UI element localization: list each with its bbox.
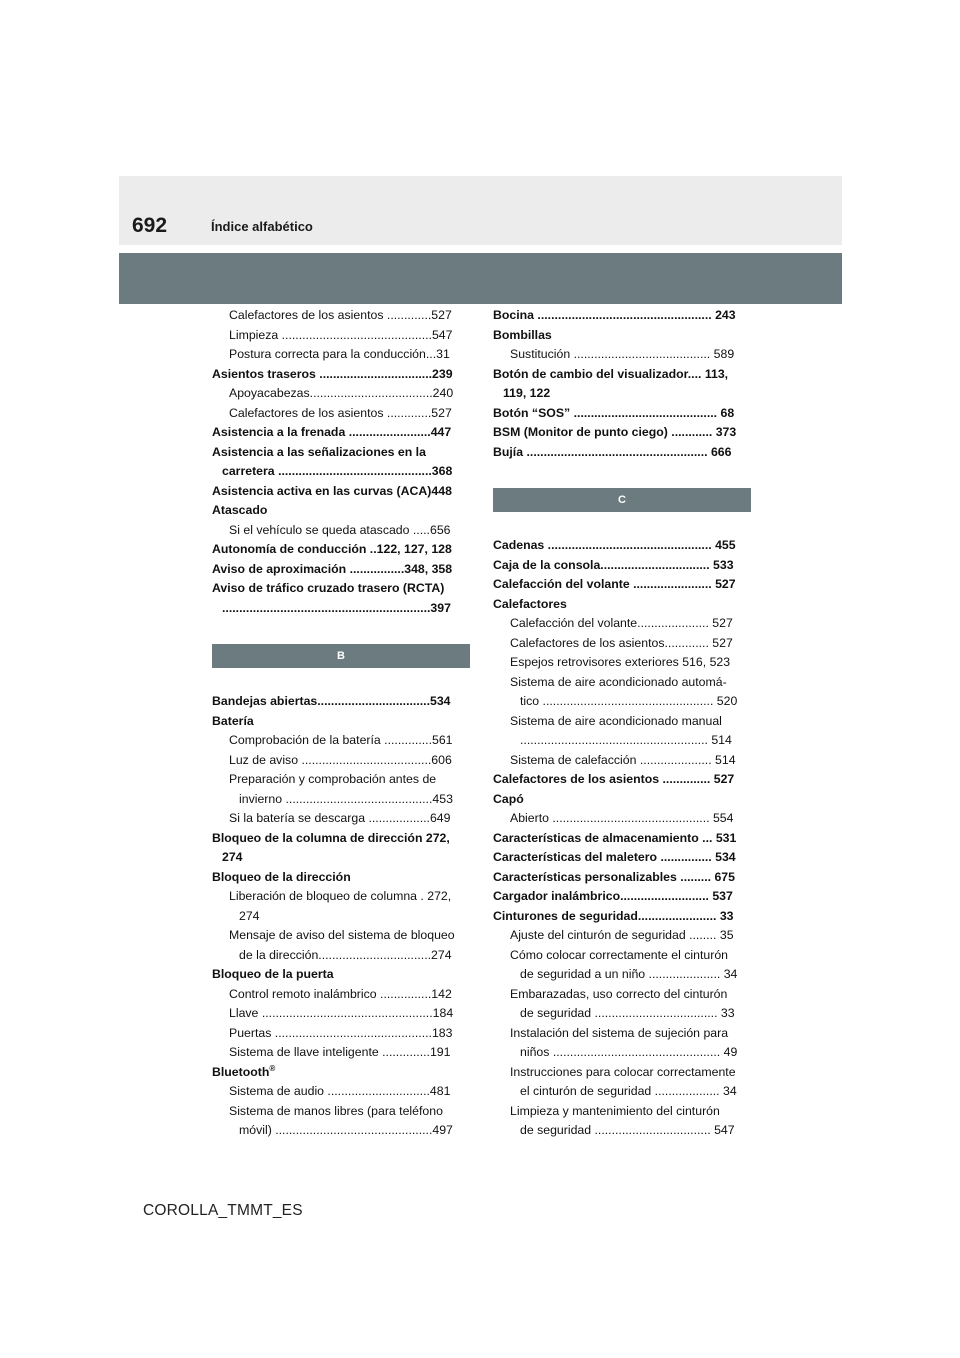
entry-text: de seguridad .................................... 33 <box>520 1006 735 1020</box>
entry-text: Bombillas <box>493 327 552 342</box>
entry-text: Sistema de manos libres (para teléfono <box>229 1103 443 1118</box>
entry-text: Liberación de bloqueo de columna . 272, <box>229 889 452 903</box>
page-number: 692 <box>132 214 168 237</box>
entry-text: BSM (Monitor de punto ciego) ............ 373 <box>493 425 737 439</box>
entry-text: Botón “SOS” .......................................... 68 <box>493 405 735 420</box>
entry-text: Asistencia a las señalizaciones en la <box>212 444 426 459</box>
entry-text: Ajuste del cinturón de seguridad ........ 35 <box>510 928 734 942</box>
index-subentry <box>212 731 470 751</box>
section-letter-band: B <box>212 644 470 668</box>
entry-text: Si la batería se descarga ..................649 <box>229 811 451 825</box>
index-entry <box>493 384 751 404</box>
registered-mark: ® <box>269 1063 276 1073</box>
index-entry <box>212 868 470 888</box>
entry-text: Asientos traseros .................................239 <box>212 366 453 381</box>
entry-text: tico .................................................. 520 <box>520 694 738 708</box>
entry-text: Abierto .............................................. 554 <box>510 811 734 825</box>
entry-text: Sistema de llave inteligente ..............191 <box>229 1045 451 1059</box>
entry-text: 119, 122 <box>503 386 551 400</box>
index-entry <box>212 423 470 443</box>
index-subentry <box>493 1121 751 1141</box>
index-entry <box>212 501 470 521</box>
entry-text: 274 <box>239 908 260 923</box>
index-entry <box>212 560 470 580</box>
index-entry <box>493 790 751 810</box>
index-entry <box>493 404 751 424</box>
index-subentry <box>212 1121 470 1141</box>
entry-text: Bloqueo de la dirección <box>212 869 351 884</box>
index-subentry <box>212 790 470 810</box>
index-entry <box>493 536 751 556</box>
index-entry <box>212 443 470 463</box>
index-subentry <box>212 1004 470 1024</box>
entry-text: Sistema de audio ..............................481 <box>229 1084 451 1098</box>
entry-text: Cómo colocar correctamente el cinturón <box>510 947 729 962</box>
entry-text: Embarazadas, uso correcto del cinturón <box>510 986 728 1001</box>
index-entry <box>212 599 470 619</box>
index-subentry <box>493 673 751 693</box>
entry-text: Botón de cambio del visualizador.... 113, <box>493 366 729 381</box>
index-subentry <box>493 614 751 634</box>
index-subentry <box>493 1063 751 1083</box>
index-entry <box>212 692 470 712</box>
index-subentry <box>212 926 470 946</box>
index-subentry <box>493 345 751 365</box>
entry-text: Cargador inalámbrico.......................... 537 <box>493 889 733 903</box>
index-entry <box>493 770 751 790</box>
index-subentry <box>493 1043 751 1063</box>
entry-text: Puertas ..............................................183 <box>229 1025 453 1040</box>
index-subentry <box>212 907 470 927</box>
index-subentry <box>493 985 751 1005</box>
entry-text: Luz de aviso ......................................606 <box>229 752 452 767</box>
index-subentry <box>212 345 470 365</box>
entry-text: de seguridad .................................. 547 <box>520 1123 735 1137</box>
index-subentry <box>493 946 751 966</box>
index-entry <box>493 829 751 849</box>
index-column-left <box>212 306 470 1141</box>
entry-text: ....................................................... 514 <box>520 733 732 747</box>
entry-text: Instrucciones para colocar correctamente <box>510 1064 736 1079</box>
entry-text: Calefacción del volante..................... 527 <box>510 616 733 630</box>
index-entry <box>212 462 470 482</box>
index-entry <box>493 443 751 463</box>
index-subentry <box>493 692 751 712</box>
entry-text: Cadenas ................................................ 455 <box>493 538 736 552</box>
entry-text: el cinturón de seguridad ................... 34 <box>520 1084 737 1098</box>
entry-text: Caja de la consola................................ 533 <box>493 557 734 572</box>
entry-text: Autonomía de conducción ..122, 127, 128 <box>212 542 452 556</box>
index-entry <box>493 868 751 888</box>
index-entry <box>493 848 751 868</box>
index-entry <box>212 540 470 560</box>
entry-text: móvil) ..............................................497 <box>239 1123 453 1137</box>
index-entry <box>212 365 470 385</box>
page-header <box>119 176 842 245</box>
entry-text: Apoyacabezas....................................240 <box>229 386 454 400</box>
index-subentry <box>493 1082 751 1102</box>
entry-text: de la dirección.................................274 <box>239 947 452 962</box>
entry-text: Calefactores <box>493 596 567 611</box>
index-subentry <box>212 1082 470 1102</box>
entry-text: Calefacción del volante ....................... 527 <box>493 577 736 591</box>
index-entry <box>493 326 751 346</box>
entry-text: Bujía ..................................................... 666 <box>493 444 732 459</box>
entry-text: Mensaje de aviso del sistema de bloqueo <box>229 928 455 942</box>
header-bar <box>119 253 842 304</box>
entry-text: Limpieza ............................................547 <box>229 327 453 342</box>
entry-text: 274 <box>222 850 243 864</box>
index-column-right <box>493 306 751 1141</box>
entry-text: Aviso de tráfico cruzado trasero (RCTA) <box>212 581 445 595</box>
index-subentry <box>212 1024 470 1044</box>
index-subentry <box>212 887 470 907</box>
index-entry <box>493 306 751 326</box>
index-subentry <box>212 751 470 771</box>
entry-text: Cinturones de seguridad....................... 33 <box>493 908 734 923</box>
index-entry <box>493 556 751 576</box>
entry-text: Atascado <box>212 503 268 517</box>
entry-text: Espejos retrovisores exteriores 516, 523 <box>510 655 731 669</box>
entry-text: carretera .............................................368 <box>222 464 453 478</box>
entry-text: Comprobación de la batería ..............561 <box>229 733 453 747</box>
entry-text: Asistencia activa en las curvas (ACA)448 <box>212 483 452 498</box>
entry-text: Preparación y comprobación antes de <box>229 772 437 786</box>
entry-text: invierno ...........................................453 <box>239 791 453 806</box>
entry-text: de seguridad a un niño ..................... 34 <box>520 967 738 981</box>
index-entry <box>212 482 470 502</box>
index-subentry <box>212 384 470 404</box>
entry-text: Llave ..................................................184 <box>229 1006 454 1020</box>
index-subentry <box>212 326 470 346</box>
index-subentry <box>493 809 751 829</box>
entry-text: Sistema de calefacción ..................... 514 <box>510 752 736 767</box>
entry-text: Aviso de aproximación ................348, 358 <box>212 561 453 576</box>
index-subentry <box>212 985 470 1005</box>
index-entry <box>212 829 470 849</box>
entry-text: Capó <box>493 791 524 806</box>
index-entry <box>493 365 751 385</box>
entry-text: Bocina ................................................... 243 <box>493 308 736 322</box>
entry-text: Asistencia a la frenada ........................447 <box>212 425 452 439</box>
index-entry <box>493 595 751 615</box>
entry-text: Control remoto inalámbrico ...............142 <box>229 986 452 1001</box>
entry-text: Sistema de aire acondicionado automá- <box>510 674 727 689</box>
index-entry <box>212 965 470 985</box>
entry-text: Calefactores de los asientos............. 527 <box>510 635 733 650</box>
entry-text: Calefactores de los asientos .............527 <box>229 405 452 420</box>
index-entry <box>493 887 751 907</box>
entry-text: Bloqueo de la puerta <box>212 967 334 981</box>
entry-text: Calefactores de los asientos .............527 <box>229 308 452 322</box>
entry-text: Si el vehículo se queda atascado .....656 <box>229 522 451 537</box>
entry-text: Sistema de aire acondicionado manual <box>510 713 722 728</box>
section-letter-band: C <box>493 488 751 512</box>
entry-text: Bandejas abiertas.................................534 <box>212 694 451 708</box>
index-entry <box>493 575 751 595</box>
index-entry <box>493 907 751 927</box>
index-entry <box>212 579 470 599</box>
entry-text: Bloqueo de la columna de dirección 272, <box>212 830 450 845</box>
index-subentry <box>493 1102 751 1122</box>
index-subentry <box>493 1024 751 1044</box>
document-code: COROLLA_TMMT_ES <box>143 1202 303 1219</box>
entry-text: .............................................................397 <box>222 600 451 615</box>
entry-text: Bluetooth® <box>212 1063 276 1079</box>
section-title: Índice alfabético <box>211 219 313 234</box>
index-entry <box>212 712 470 732</box>
index-subentry <box>493 751 751 771</box>
entry-text: Limpieza y mantenimiento del cinturón <box>510 1103 720 1118</box>
entry-text: Calefactores de los asientos .............. 527 <box>493 772 735 786</box>
entry-text: Características personalizables ......... 675 <box>493 869 735 884</box>
index-subentry <box>212 809 470 829</box>
entry-text: Batería <box>212 713 254 728</box>
index-subentry <box>493 926 751 946</box>
entry-text: Características de almacenamiento ... 531 <box>493 830 737 845</box>
index-subentry <box>493 634 751 654</box>
index-subentry <box>212 1043 470 1063</box>
index-subentry <box>493 731 751 751</box>
entry-text: Características del maletero ............... 534 <box>493 850 736 864</box>
index-subentry <box>493 712 751 732</box>
index-entry <box>212 848 470 868</box>
entry-text: Instalación del sistema de sujeción para <box>510 1025 729 1040</box>
index-subentry <box>493 653 751 673</box>
index-subentry <box>212 521 470 541</box>
index-subentry <box>493 1004 751 1024</box>
index-subentry <box>212 770 470 790</box>
index-subentry <box>212 404 470 424</box>
index-subentry <box>493 965 751 985</box>
index-subentry <box>212 1102 470 1122</box>
index-entry <box>493 423 751 443</box>
index-subentry <box>212 946 470 966</box>
entry-text: Postura correcta para la conducción...31 <box>229 347 450 361</box>
index-entry <box>212 1063 470 1083</box>
index-subentry <box>212 306 470 326</box>
entry-text: Sustitución ........................................ 589 <box>510 347 735 361</box>
entry-text: niños ................................................. 49 <box>520 1045 738 1059</box>
